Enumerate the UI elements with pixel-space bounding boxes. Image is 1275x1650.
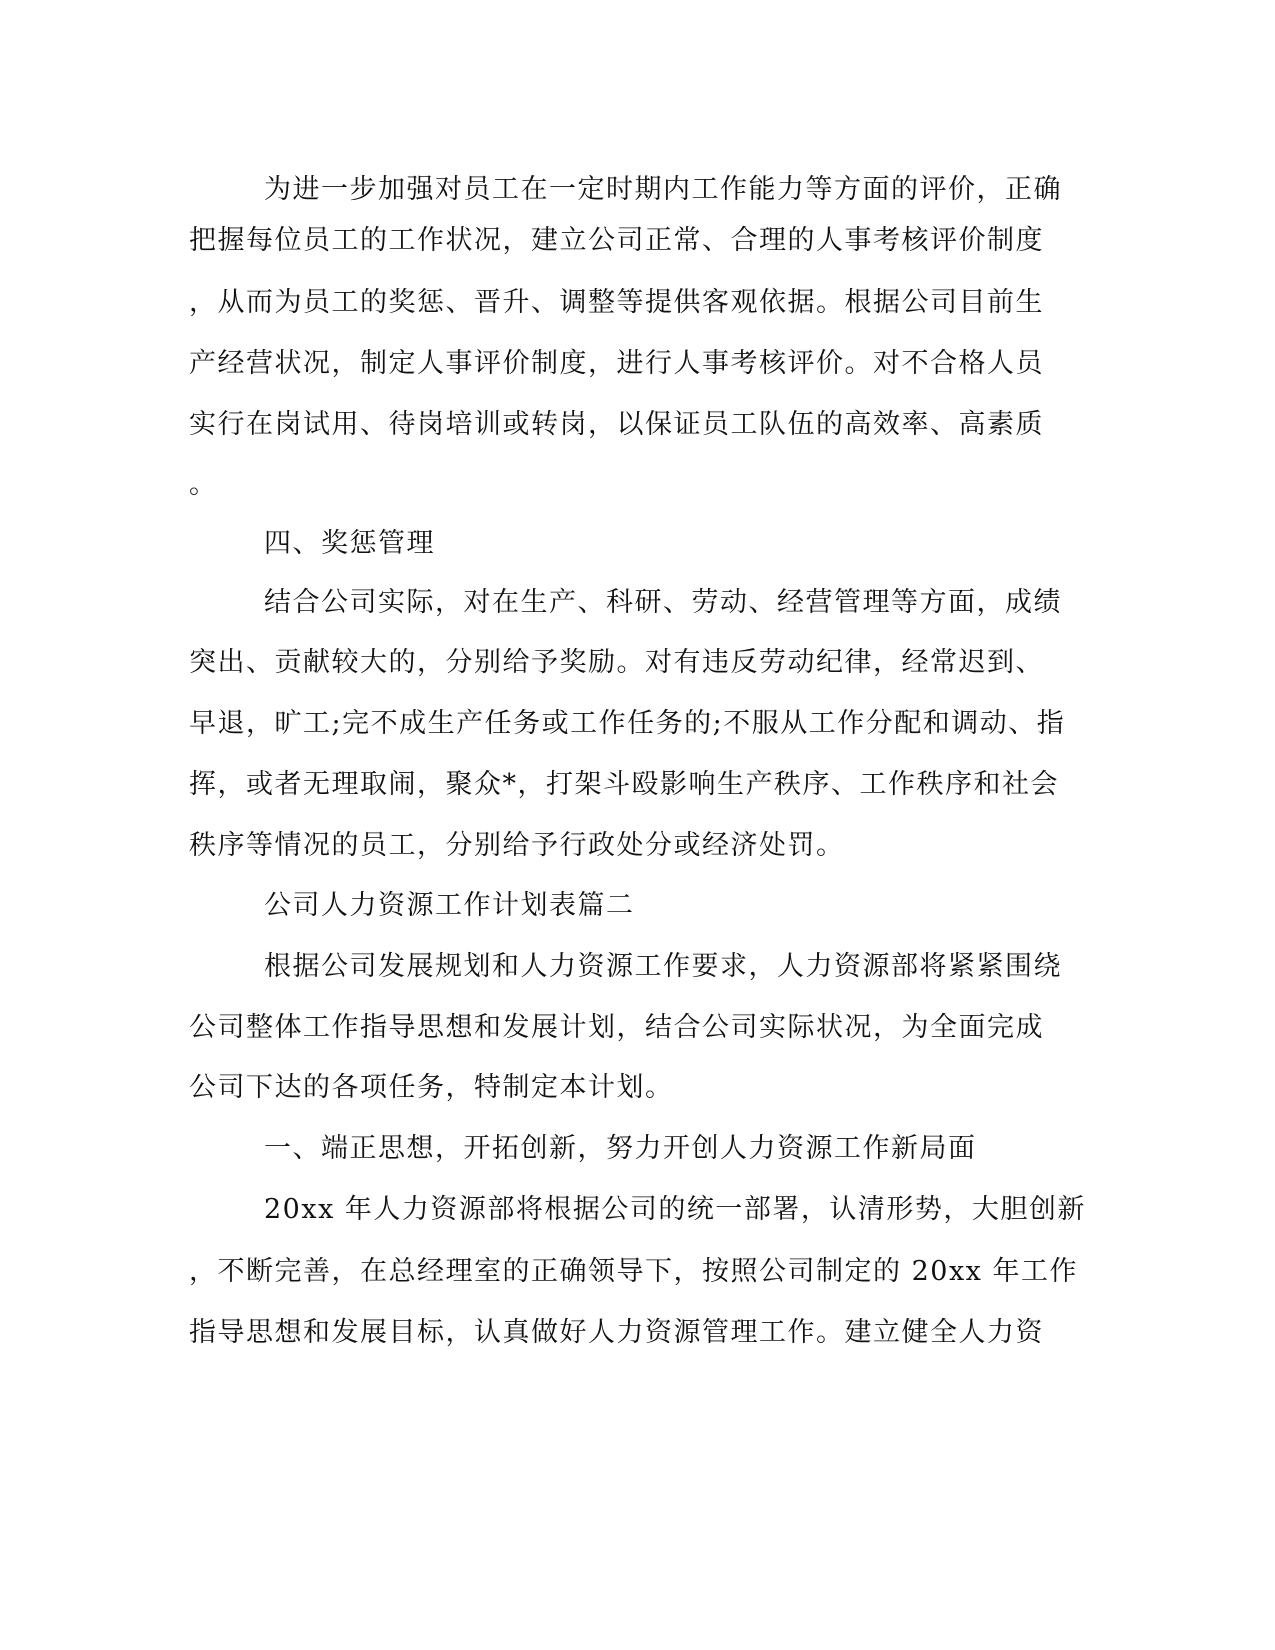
body-line: 实行在岗试用、待岗培训或转岗，以保证员工队伍的高效率、高素质 [189, 409, 1044, 440]
body-line: ，从而为员工的奖惩、晋升、调整等提供客观依据。根据公司目前生 [189, 287, 1044, 318]
body-line: 早退，旷工;完不成生产任务或工作任务的;不服从工作分配和调动、指 [189, 708, 1066, 739]
body-line: ，不断完善，在总经理室的正确领导下，按照公司制定的 20xx 年工作 [189, 1256, 1078, 1287]
body-line: 公司下达的各项任务，特制定本计划。 [189, 1072, 674, 1103]
body-line: 20xx 年人力资源部将根据公司的统一部署，认清形势，大胆创新 [264, 1194, 1086, 1225]
body-line: 挥，或者无理取闹，聚众*，打架斗殴影响生产秩序、工作秩序和社会 [189, 769, 1059, 800]
body-line: 把握每位员工的工作状况，建立公司正常、合理的人事考核评价制度 [189, 225, 1044, 256]
body-line: 。 [189, 469, 218, 500]
body-line: 产经营状况，制定人事评价制度，进行人事考核评价。对不合格人员 [189, 348, 1044, 379]
body-line: 突出、贡献较大的，分别给予奖励。对有违反劳动纪律，经常迟到、 [189, 647, 1044, 678]
body-line: 结合公司实际，对在生产、科研、劳动、经营管理等方面，成绩 [264, 587, 1062, 618]
section-heading: 四、奖惩管理 [264, 528, 435, 559]
section-heading: 一、端正思想，开拓创新，努力开创人力资源工作新局面 [264, 1133, 977, 1164]
body-line: 公司整体工作指导思想和发展计划，结合公司实际状况，为全面完成 [189, 1012, 1044, 1043]
section-heading: 公司人力资源工作计划表篇二 [264, 890, 635, 921]
body-line: 秩序等情况的员工，分别给予行政处分或经济处罚。 [189, 830, 845, 861]
body-line: 指导思想和发展目标，认真做好人力资源管理工作。建立健全人力资 [189, 1317, 1044, 1348]
body-line: 为进一步加强对员工在一定时期内工作能力等方面的评价，正确 [264, 174, 1062, 205]
body-line: 根据公司发展规划和人力资源工作要求，人力资源部将紧紧围绕 [264, 951, 1062, 982]
